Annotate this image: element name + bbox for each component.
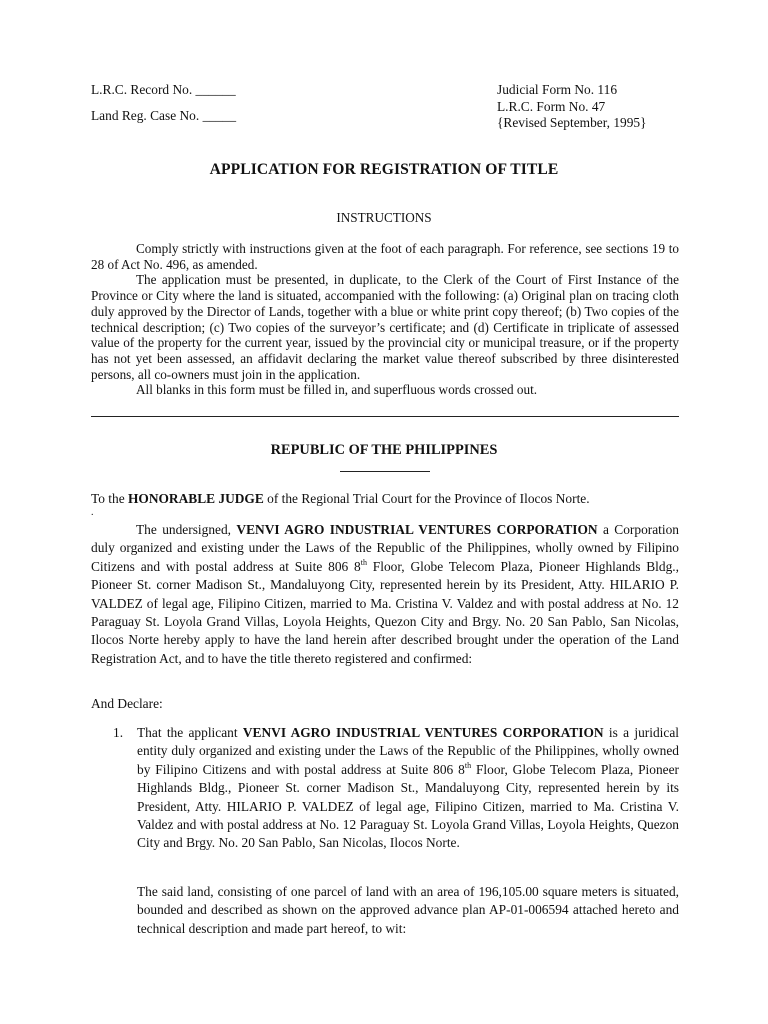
instruction-paragraph-2: The application must be presented, in duplicate, to the Clerk of the Court of First Instance of the Province or City where the land is situated, accompanied with the following: (a) Original plan on tracing cloth duly approved by the Director of Lands, together with a blue or white print copy thereof; (b) Two copies of the technical description; (c) Two copies of the surveyor’s certificate; and (d) Certificate in triplicate of assessed value of the property for the current year, issued by the provincial city or municipal treasure, or if the property has not yet been assessed, an affidavit declaring the market value thereof subscribed by three disinterested persons, all co-owners must join in the application. xyxy=(91,272,679,382)
item1-sup: th xyxy=(464,760,472,770)
salutation xyxy=(91,490,679,508)
petition-part1: a Corporation duly organized and existing under the Laws of the Republic of the Philippines, wholly owned by Filipino Citizens and with postal address at Suite 806 8 xyxy=(91,522,679,574)
item1-lead: That the applicant xyxy=(137,725,243,740)
declaration-item-1 xyxy=(91,724,679,853)
lrc-form-line: L.R.C. Form No. 47 xyxy=(497,98,606,114)
item1-part2: Floor, Globe Telecom Plaza, Pioneer Highlands Bldg., Pioneer St. corner Madison St., Mandaluyong City, represented herein by its President, Atty. HILARIO P. VALDEZ of legal age, Filipino Citizen, married to Ma. Cristina V. Valdez and with postal address at No. 12 Paraguay St. Loyola Grand Villas, Loyola Heights, Quezon City and Brgy. No. 20 San Pablo, San Nicolas, Ilocos Norte. xyxy=(137,761,679,851)
said-land-text: The said land, consisting of one parcel of land with an area of 196,105.00 square meters is situated, bounded and described as shown on the approved advance plan AP-01-006594 attached hereto and technical description and made part hereof, to wit: xyxy=(137,884,679,936)
salutation-to: To the xyxy=(91,491,128,506)
lrc-record-line: L.R.C. Record No. ______ xyxy=(91,82,236,97)
and-declare: And Declare: xyxy=(91,696,163,711)
petition-company: VENVI AGRO INDUSTRIAL VENTURES CORPORATION xyxy=(236,522,598,537)
salutation-judge: HONORABLE JUDGE xyxy=(128,491,264,506)
instruction-paragraph-3: All blanks in this form must be filled in, and superfluous words crossed out. xyxy=(136,382,538,398)
item1-company: VENVI AGRO INDUSTRIAL VENTURES CORPORATION xyxy=(242,725,604,740)
republic-heading: REPUBLIC OF THE PHILIPPINES xyxy=(270,442,498,458)
instruction-paragraph-1: Comply strictly with instructions given at the foot of each paragraph. For reference, see sections 19 to 28 of Act No. 496, as amended. xyxy=(91,241,679,272)
header-right xyxy=(497,82,647,132)
header-left xyxy=(91,82,236,124)
land-description-paragraph xyxy=(91,883,679,938)
petition-part2: Floor, Globe Telecom Plaza, Pioneer Highlands Bldg., Pioneer St. corner Madison St., Mandaluyong City, represented herein by its President, Atty. HILARIO P. VALDEZ of legal age, Filipino Citizen, married to Ma. Cristina V. Valdez and with postal address at No. 12 Paraguay St. Loyola Grand Villas, Loyola Heights, Quezon City and Brgy. No. 20 San Pablo, San Nicolas, Ilocos Norte hereby apply to have the land herein after described brought under the operation of the Land Registration Act, and to have the title thereto registered and confirmed: xyxy=(91,558,679,666)
item-number: 1. xyxy=(113,725,124,740)
instructions-block xyxy=(91,241,679,398)
document-title: APPLICATION FOR REGISTRATION OF TITLE xyxy=(209,161,559,178)
revised-line: {Revised September, 1995} xyxy=(497,115,647,130)
republic-underline xyxy=(340,471,430,472)
item-text xyxy=(137,724,679,853)
land-reg-case-line: Land Reg. Case No. _____ xyxy=(91,107,237,123)
item1-part1: is a juridical entity duly organized and existing under the Laws of the Republic of the Philippines, wholly owned by Filipino Citizens and with postal address at Suite 806 8 xyxy=(137,725,679,777)
judicial-form-line: Judicial Form No. 116 xyxy=(497,82,618,97)
petition-paragraph xyxy=(91,521,679,668)
section-divider xyxy=(91,416,679,417)
instructions-heading: INSTRUCTIONS xyxy=(336,210,432,225)
petition-sup: th xyxy=(360,557,367,567)
stray-dot: . xyxy=(91,507,94,518)
salutation-rest: of the Regional Trial Court for the Province of Ilocos Norte. xyxy=(263,491,590,506)
petition-lead: The undersigned, xyxy=(136,522,237,537)
